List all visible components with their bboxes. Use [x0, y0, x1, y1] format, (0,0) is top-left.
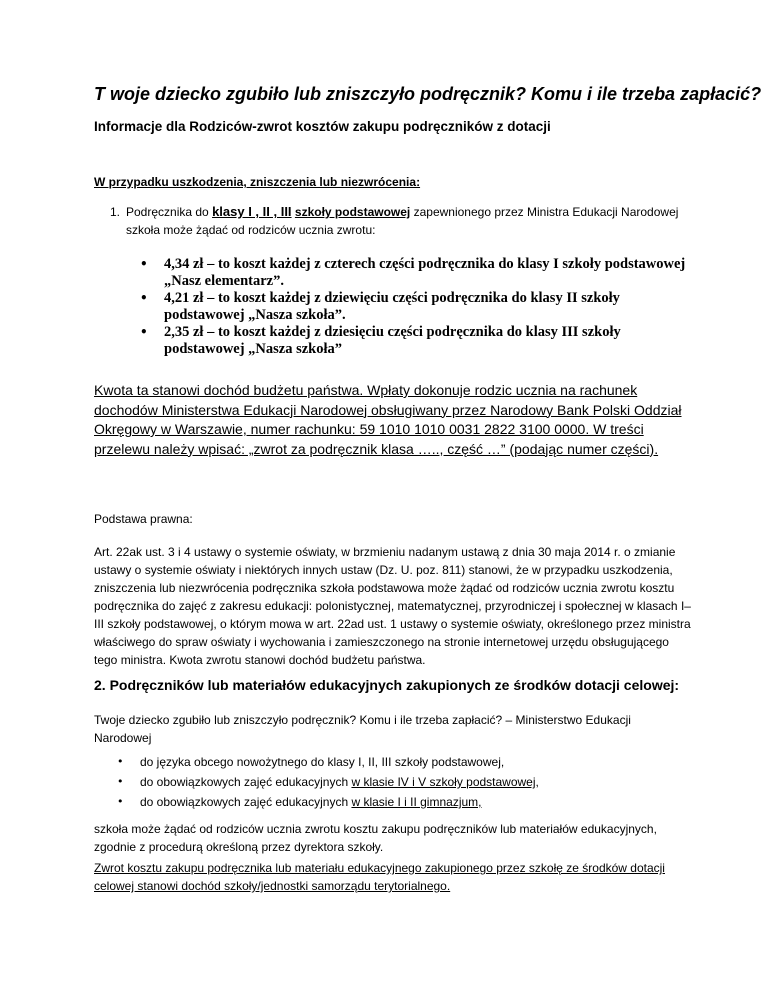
list-item-text	[126, 203, 706, 239]
bullet-underlined: w klasie IV i V szkoły podstawowej	[351, 775, 536, 789]
item1-school: szkoły podstawowej	[294, 205, 411, 219]
item1-classes: klasy I , II , III	[212, 204, 292, 219]
payment-info: Kwota ta stanowi dochód budżetu państwa. Wpłaty dokonuje rodzic ucznia na rachunek dochodów Ministerstwa Edukacji Narodowej obsługiwany przez Narodowy Bank Polski Oddział Okręgowy w Warszawie, numer rachunku: 59 1010 1010 0031 2822 3100 0000. W treści przelewu należy wpisać: „zwrot za podręcznik klasa ….., część …” (podając numer części).	[94, 382, 682, 457]
page-title: T woje dziecko zgubiło lub zniszczyło podręcznik? Komu i ile trzeba zapłacić?	[94, 84, 762, 104]
price-item	[140, 256, 700, 290]
bullet-underlined: w klasie I i II gimnazjum,	[351, 795, 482, 809]
bullet-icon: •	[140, 325, 148, 339]
price-text: 4,21 zł – to koszt każdej z dziewięciu części podręcznika do klasy II szkoły podstawowej „Nasza szkoła”.	[164, 290, 620, 323]
price-item	[140, 290, 700, 324]
section2-intro: Twoje dziecko zgubiło lub zniszczyło podręcznik? Komu i ile trzeba zapłacić? – Ministerstwo Edukacji Narodowej	[94, 713, 631, 745]
price-text: 4,34 zł – to koszt każdej z czterech części podręcznika do klasy I szkoły podstawowej „Nasz elementarz”.	[164, 256, 686, 289]
section2-heading: 2. Podręczników lub materiałów edukacyjnych zakupionych ze środków dotacji celowej:	[94, 677, 680, 693]
list-item-number: 1.	[110, 205, 121, 219]
item1-text-before: Podręcznika do	[126, 205, 213, 219]
bullet-icon: •	[117, 795, 124, 808]
item1-text-after: zapewnionego przez Ministra Edukacji Narodowej szkoła może żądać od rodziców ucznia zwrotu:	[126, 205, 679, 237]
bullet-icon: •	[140, 291, 148, 305]
legal-basis-text: Art. 22ak ust. 3 i 4 ustawy o systemie oświaty, w brzmieniu nadanym ustawą z dnia 30 maja 2014 r. o zmianie ustawy o systemie oświaty i niektórych innych ustaw (Dz. U. poz. 811) stanowi, że w przypadku uszkodzenia, zniszczenia lub niezwrócenia podręcznika szkoła podstawowa może żądać od rodziców ucznia zwrotu kosztu podręcznika do zajęć z zakresu edukacji: polonistycznej, matematycznej, przyrodniczej i społecznej w klasach I–III szkoły podstawowej, o którym mowa w art. 22ad ust. 1 ustawy o systemie oświaty, określonego przez ministra właściwego do spraw oświaty i wychowania i zamieszczonego na stronie internetowej urzędu obsługującego tego ministra. Kwota zwrotu stanowi dochód budżetu państwa.	[94, 545, 691, 667]
bullet-tail: ,	[535, 775, 539, 789]
page-subtitle: Informacje dla Rodziców-zwrot kosztów zakupu podręczników z dotacji	[94, 119, 551, 134]
bullet-text: do obowiązkowych zajęć edukacyjnych	[140, 795, 352, 809]
bullet-icon: •	[140, 257, 148, 271]
list-item	[117, 772, 717, 792]
price-list	[140, 256, 700, 358]
list-item	[117, 752, 717, 772]
section2-after: szkoła może żądać od rodziców ucznia zwrotu kosztu zakupu podręczników lub materiałów edukacyjnych, zgodnie z procedurą określoną przez dyrektora szkoły.	[94, 822, 657, 854]
list-item	[117, 792, 717, 812]
refund-note: Zwrot kosztu zakupu podręcznika lub materiału edukacyjnego zakupionego przez szkołę ze środków dotacji celowej stanowi dochód szkoły/jednostki samorządu terytorialnego.	[94, 861, 665, 893]
bullet-text: do obowiązkowych zajęć edukacyjnych	[140, 775, 352, 789]
section2-list	[117, 752, 717, 812]
price-item	[140, 324, 700, 358]
section-heading: W przypadku uszkodzenia, zniszczenia lub niezwrócenia:	[94, 175, 421, 189]
bullet-icon: •	[117, 775, 124, 788]
price-text: 2,35 zł – to koszt każdej z dziesięciu części podręcznika do klasy III szkoły podstawowej „Nasza szkoła”	[164, 324, 621, 357]
legal-basis-label: Podstawa prawna:	[94, 512, 193, 526]
bullet-text: do języka obcego nowożytnego do klasy I, II, III szkoły podstawowej,	[140, 755, 505, 769]
bullet-icon: •	[117, 755, 124, 768]
